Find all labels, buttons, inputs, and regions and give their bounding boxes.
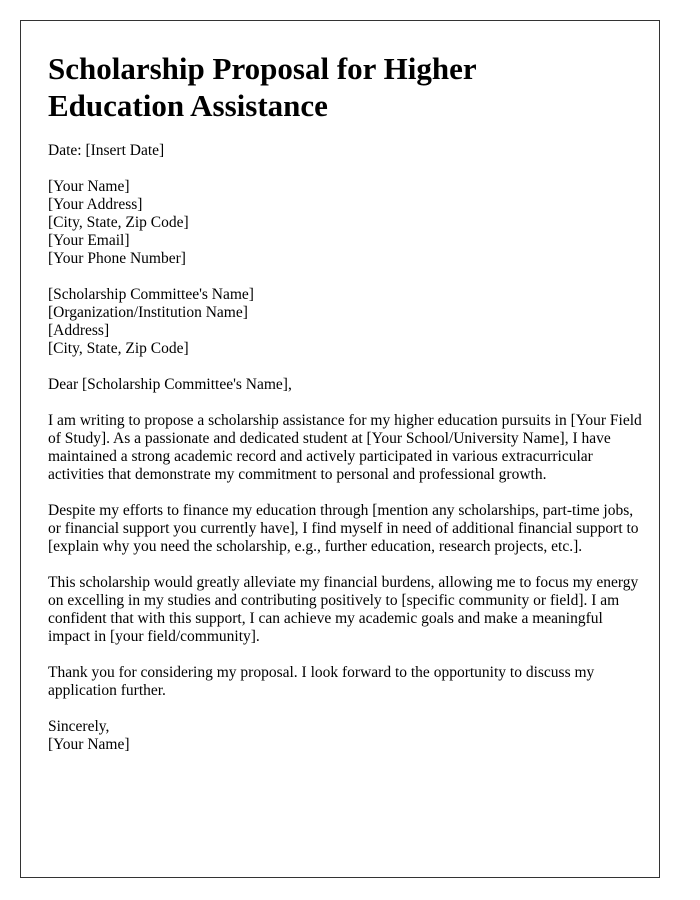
signature: [Your Name] xyxy=(48,736,130,753)
recipient-city-state-zip: [City, State, Zip Code] xyxy=(48,340,189,357)
body-paragraph-need: Despite my efforts to finance my education through [mention any scholarships, part-time jobs, or financial support you currently have], I find myself in need of additional financial support to [explain why you need the scholarship, e.g., further education, research projects, etc.]. xyxy=(48,502,639,555)
letter-content xyxy=(48,50,648,754)
salutation: Dear [Scholarship Committee's Name], xyxy=(48,376,292,393)
sender-phone: [Your Phone Number] xyxy=(48,250,186,267)
sender-city-state-zip: [City, State, Zip Code] xyxy=(48,214,189,231)
recipient-address-line: [Address] xyxy=(48,322,110,339)
recipient-address xyxy=(48,286,648,358)
body-paragraph-impact: This scholarship would greatly alleviate my financial burdens, allowing me to focus my energy on excelling in my studies and contributing positively to [specific community or field]. I am confident that with this support, I can achieve my academic goals and make a meaningful impact in [your field/community]. xyxy=(48,574,639,645)
title-line: Education Assistance xyxy=(48,88,328,123)
sender-address-line: [Your Address] xyxy=(48,196,143,213)
closing: Sincerely, xyxy=(48,718,110,735)
sender-name: [Your Name] xyxy=(48,178,130,195)
recipient-organization: [Organization/Institution Name] xyxy=(48,304,248,321)
sender-email: [Your Email] xyxy=(48,232,130,249)
body-paragraph-thanks: Thank you for considering my proposal. I look forward to the opportunity to discuss my application further. xyxy=(48,664,595,699)
letter-title xyxy=(48,50,648,124)
date-line: Date: [Insert Date] xyxy=(48,142,165,159)
recipient-name: [Scholarship Committee's Name] xyxy=(48,286,254,303)
closing-block xyxy=(48,718,648,754)
sender-address xyxy=(48,178,648,268)
title-line: Scholarship Proposal for Higher xyxy=(48,51,477,86)
body-paragraph-intro: I am writing to propose a scholarship assistance for my higher education pursuits in [Your Field of Study]. As a passionate and dedicated student at [Your School/University Name], I have maintained a strong academic record and actively participated in various extracurricular activities that demonstrate my commitment to personal and professional growth. xyxy=(48,412,642,483)
